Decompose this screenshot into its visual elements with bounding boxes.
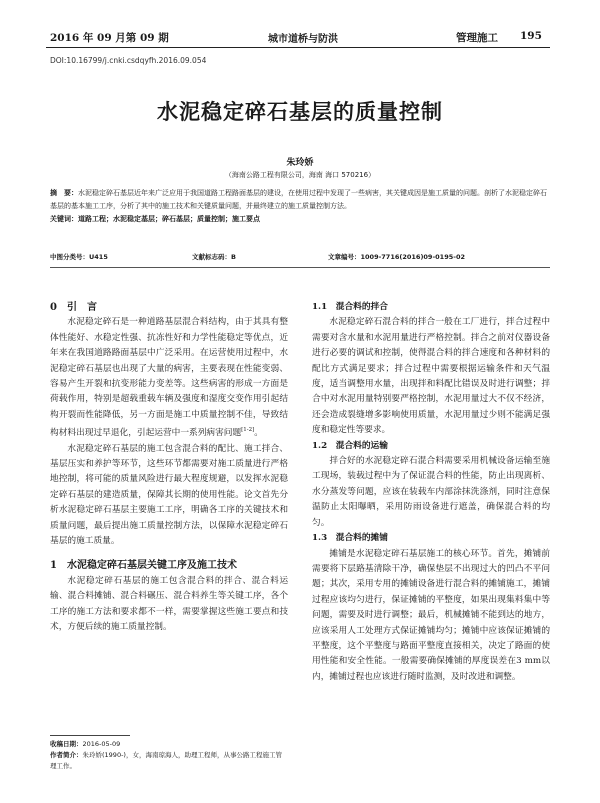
subsection-heading-1-1: 1.1 混合料的拌合 [312,302,388,312]
subsection-heading-1-3: 1.3 混合料的摊铺 [312,533,388,544]
abstract-body [50,187,550,213]
subsection-heading-1-2: 1.2 混合料的运输 [312,440,388,451]
abstract-text: 水泥稳定碎石基层近年来广泛应用于我国道路工程路面基层的建设，在使用过程中发现了一些病害，其关键成因是施工质量的问题。剖析了水泥稳定碎石基层的基本施工工序，分析了其中的施工技术和关键质量问题，并最终建立的施工质量控制方法。 [50,189,547,210]
keywords [50,213,550,226]
section-heading-1: 1 水泥稳定碎石基层关键工序及施工技术 [50,560,237,572]
article-number [328,252,465,261]
doi: DOI:10.16799/j.cnki.csdqyfh.2016.09.054 [50,56,207,65]
article-title: 水泥稳定碎石基层的质量控制 [157,99,443,124]
paragraph-intro-1-end: 。 [254,428,263,439]
received-date [50,739,288,750]
document-code [192,252,236,261]
received-label: 收稿日期： [50,740,83,748]
article-no-value: 1009-7716(2016)09-0195-02 [360,253,465,261]
author-bio-label: 作者简介： [50,751,83,759]
meta-rule [50,267,550,268]
keywords-text: 道路工程；水泥稳定基层；碎石基层；质量控制；施工要点 [78,215,260,223]
citation-ref: [1-2] [241,427,255,434]
abstract [50,187,550,226]
author-bio-text: 朱玲娇(1990-)，女，海南琼海人，助理工程师，从事公路工程施工管理工作。 [50,751,282,770]
footnote-rule [50,735,130,736]
paragraph-intro-1 [50,315,288,441]
doc-code-value: B [231,253,236,261]
article-no-label: 文章编号： [328,253,361,261]
author-bio [50,750,288,772]
section-name: 管理施工 [456,32,498,44]
clc-value: U415 [89,253,108,261]
section-heading-intro: 0 引 言 [50,302,97,313]
keywords-label: 关键词： [50,215,78,223]
paragraph-1-3: 摊铺是水泥稳定碎石基层施工的核心环节。首先，摊铺前需要将下层路基清除干净，确保垫层不出现过大的凹凸不平问题；其次，采用专用的摊铺设备进行混合料的摊铺施工，摊铺过程应该均匀进行，保证摊铺的平整度，如果出现集料集中等问题，需要及时进行调整；最后，机械摊铺不能到达的地方，应该采用人工处理方式保证摊铺均匀；摊铺中应该保证摊铺的平整度，这个平整度与路面平整度直接相关，决定了路面的使用性能和安全性能。一般需要确保摊铺的厚度误差在3 mm以内，摊铺过程也应该进行随时监测，及时改进和调整。 [312,548,550,682]
doc-code-label: 文献标志码： [192,253,231,261]
issue-label: 2016 年 09 月第 09 期 [50,32,169,44]
paragraph-intro-2: 水泥稳定碎石基层的施工包含混合料的配比、施工拌合、基层压实和养护等环节，这些环节都需要对施工质量进行严格地控制，将可能的质量风险进行最大程度规避，以发挥水泥稳定碎石基层的建造质量，保障其长期的使用性能。论文首先分析水泥稳定碎石基层主要施工工序，明确各工序的关键技术和质量问题，最后提出施工质量控制方法，以保障水泥稳定碎石基层的施工质量。 [50,443,288,546]
paragraph-sec1: 水泥稳定碎石基层的施工包含混合料的拌合、混合料运输、混合料摊铺、混合料碾压、混合料养生等关键工序，各个工序的施工方法和要求都不一样，需要掌握这些施工要点和技术，方便后续的施工质量控制。 [50,575,288,633]
clc-label: 中图分类号： [50,253,89,261]
left-column [50,300,288,635]
abstract-label: 摘 要： [50,189,78,197]
author-name: 朱玲娇 [286,158,314,168]
paragraph-1-2: 拌合好的水泥稳定碎石混合料需要采用机械设备运输至施工现场，装载过程中为了保证混合料的性能，防止出现离析、水分蒸发等问题，应该在装载车内部涂抹洗涤剂，同时注意保温防止太阳曝晒，采用防雨设备进行遮盖，确保混合料的均匀。 [312,456,550,528]
journal-name: 城市道桥与防洪 [268,34,338,45]
received-value: 2016-05-09 [82,740,121,748]
paragraph-1-1: 水泥稳定碎石混合料的拌合一般在工厂进行，拌合过程中需要对含水量和水泥用量进行严格控制。拌合之前对仪器设备进行必要的调试和控制，使得混合料的拌合速度和各种材料的配比方式满足要求；拌合过程中需要根据运输条件和天气温度，适当调整用水量，出现拌和料配比错误及时进行调整；拌合中对水泥用量特别要严格控制，水泥用量过大不仅不经济，还会造成裂缝增多影响使用质量，水泥用量过少则不能满足强度和稳定性等要求。 [312,317,550,436]
clc-number [50,252,108,261]
right-column [312,300,550,685]
affiliation: （海南公路工程有限公司，海南 海口 570216） [224,171,376,179]
page-number: 195 [520,30,542,42]
header-rule [46,47,550,48]
footnote [50,739,288,772]
paragraph-intro-1-text: 水泥稳定碎石是一种道路基层混合料结构，由于其具有整体性能好、水稳定性强、抗冻性好和力学性能稳定等优点，近年来在我国道路路面基层中广泛采用。在运营使用过程中，水泥稳定碎石基层也出现了大量的病害，主要表现在性能变弱、容易产生开裂和抗变形能力变差等。这些病害的形成一方面是荷载作用，特别是超载重载车辆及强度和湿度交变作用引起结构开裂而性能降低，另一方面是施工中质量控制不佳，导致结构材料出现过早退化，引起运营中一系列病害问题 [50,317,288,439]
